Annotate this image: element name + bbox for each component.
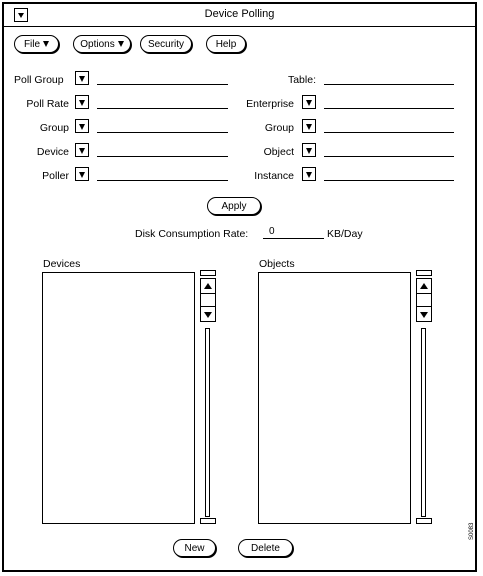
devices-scroll-top-cap: [200, 270, 216, 276]
poller-dropdown[interactable]: [75, 167, 89, 181]
table-field[interactable]: [324, 71, 454, 85]
security-label: Security: [147, 38, 185, 50]
device-field[interactable]: [97, 143, 228, 157]
poller-label: Poller: [42, 170, 69, 182]
poll-group-label: Poll Group: [14, 74, 64, 86]
disk-rate-field[interactable]: [263, 225, 324, 239]
new-button[interactable]: [173, 539, 216, 557]
object-dropdown[interactable]: [302, 143, 316, 157]
devices-scroll-bottom-cap: [200, 518, 216, 524]
scroll-up-icon[interactable]: [200, 278, 216, 294]
object-field[interactable]: [324, 143, 454, 157]
disk-rate-label: Disk Consumption Rate:: [135, 228, 249, 240]
options-menu-button[interactable]: [73, 35, 131, 53]
poll-rate-dropdown[interactable]: [75, 95, 89, 109]
objects-scroll-track[interactable]: [421, 328, 426, 517]
group-label-right: Group: [264, 122, 294, 134]
group-field-left[interactable]: [97, 119, 228, 133]
poll-rate-field[interactable]: [97, 95, 228, 109]
apply-label: Apply: [221, 200, 247, 212]
delete-label: Delete: [251, 542, 280, 554]
instance-dropdown[interactable]: [302, 167, 316, 181]
group-label-left: Group: [39, 122, 69, 134]
title-bar: [4, 4, 475, 27]
device-label: Device: [36, 146, 69, 158]
objects-scroll-top-cap: [416, 270, 432, 276]
delete-button[interactable]: [238, 539, 293, 557]
apply-button[interactable]: [207, 197, 261, 215]
scroll-down-icon[interactable]: [200, 306, 216, 322]
poll-group-field[interactable]: [97, 71, 228, 85]
chevron-down-icon: [118, 41, 124, 47]
group-dropdown-right[interactable]: [302, 119, 316, 133]
objects-scroll-bottom-cap: [416, 518, 432, 524]
disk-rate-unit: KB/Day: [327, 228, 363, 240]
scroll-down-icon[interactable]: [416, 306, 432, 322]
objects-scroll-thumb[interactable]: [416, 294, 432, 306]
table-label: Table:: [287, 74, 316, 86]
enterprise-field[interactable]: [324, 95, 454, 109]
objects-list-label: Objects: [259, 258, 295, 270]
instance-field[interactable]: [324, 167, 454, 181]
instance-label: Instance: [254, 170, 294, 182]
help-button[interactable]: [206, 35, 246, 53]
group-dropdown-left[interactable]: [75, 119, 89, 133]
enterprise-dropdown[interactable]: [302, 95, 316, 109]
poller-field[interactable]: [97, 167, 228, 181]
poll-group-dropdown[interactable]: [75, 71, 89, 85]
devices-scroll-thumb[interactable]: [200, 294, 216, 306]
device-dropdown[interactable]: [75, 143, 89, 157]
poll-rate-label: Poll Rate: [26, 98, 69, 110]
devices-list-label: Devices: [43, 258, 81, 270]
window-title: Device Polling: [204, 8, 275, 20]
scroll-up-icon[interactable]: [416, 278, 432, 294]
object-label: Object: [263, 146, 294, 158]
figure-code: S0083: [469, 522, 475, 540]
file-menu-label: File: [23, 38, 41, 50]
devices-scroll-track[interactable]: [205, 328, 210, 517]
objects-list[interactable]: [258, 272, 411, 524]
security-button[interactable]: [140, 35, 192, 53]
group-field-right[interactable]: [324, 119, 454, 133]
devices-list[interactable]: [42, 272, 195, 524]
file-menu-button[interactable]: [14, 35, 59, 53]
new-label: New: [184, 542, 205, 554]
chevron-down-icon: [43, 41, 49, 47]
enterprise-label: Enterprise: [246, 98, 294, 110]
help-label: Help: [215, 38, 237, 50]
options-menu-label: Options: [80, 38, 115, 50]
disk-rate-value: 0: [269, 226, 275, 237]
